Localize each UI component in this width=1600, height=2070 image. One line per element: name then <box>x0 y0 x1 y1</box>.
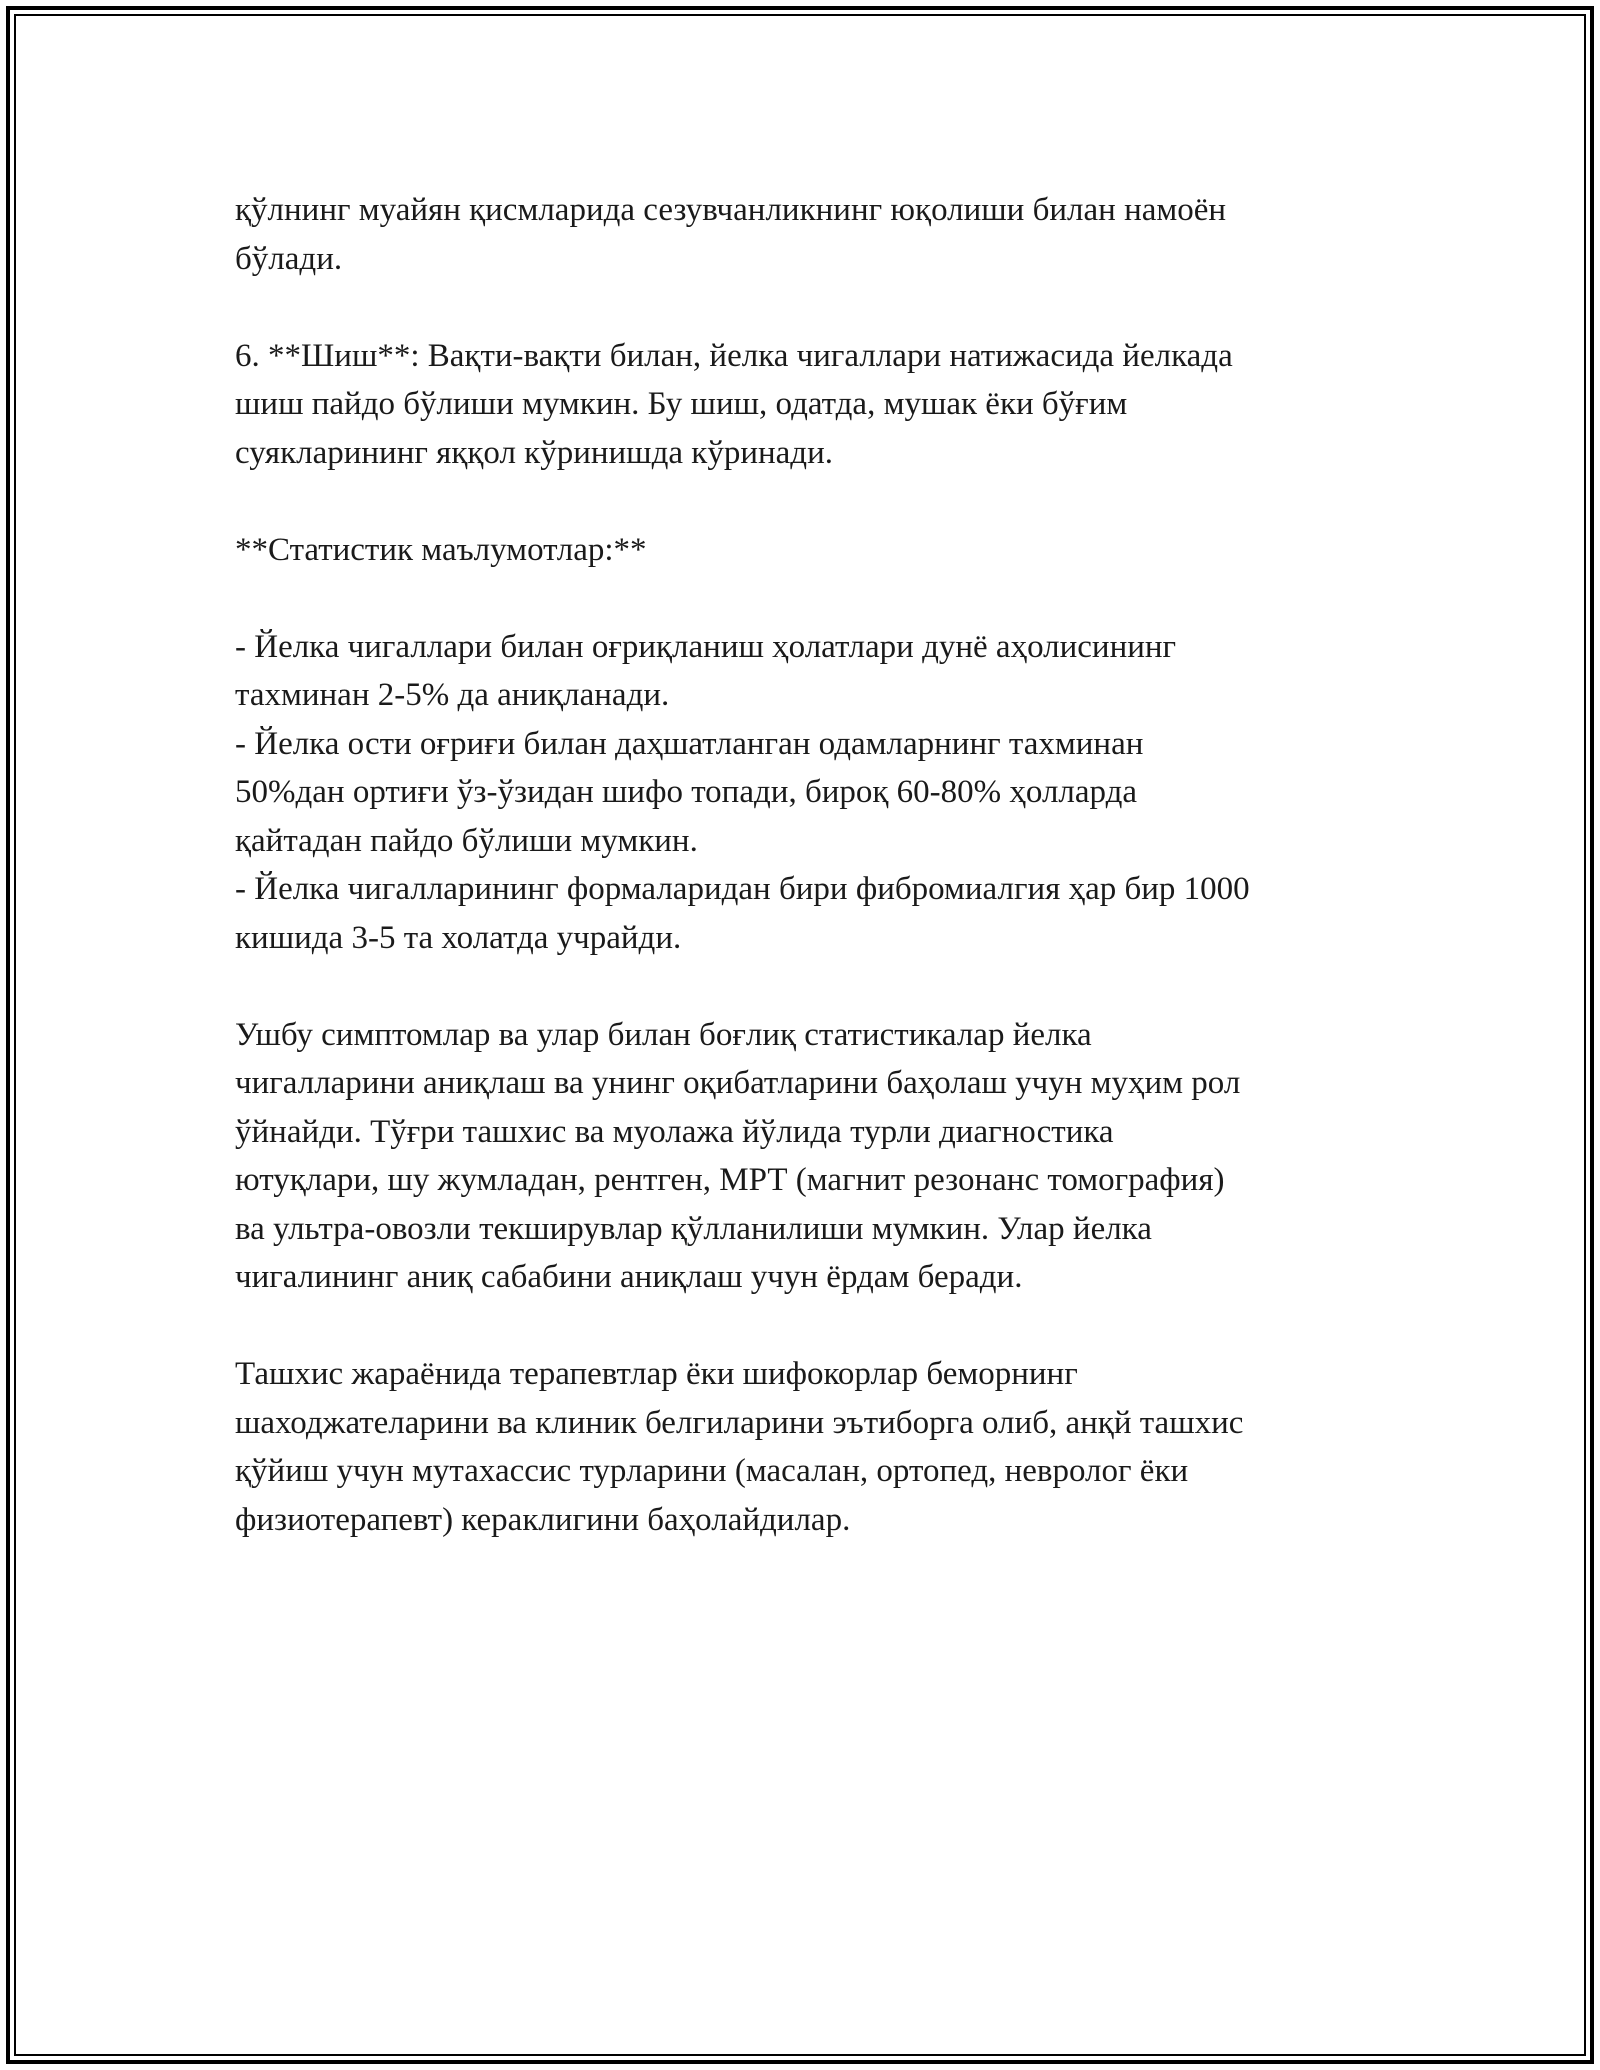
text-line: - Йелка ости оғриғи билан даҳшатланган одамларнинг тахминан <box>235 725 1144 762</box>
text-line: 50%дан ортиғи ўз-ўзидан шифо топади, бироқ 60-80% ҳолларда <box>235 774 1138 810</box>
text-line: чигалларини аниқлаш ва унинг оқибатларини баҳолаш учун муҳим рол <box>235 1065 1241 1101</box>
text-line: 6. **Шиш**: Вақти-вақти билан, йелка чигаллари натижасида йелкада <box>235 337 1233 374</box>
paragraph-gap <box>235 477 1375 526</box>
text-line: физиотерапевт) кераклигини баҳолайдилар. <box>235 1501 851 1538</box>
text-line: шиш пайдо бўлиши мумкин. Бу шиш, одатда, мушак ёки бўғим <box>235 386 1128 422</box>
text-line: тахминан 2-5% да аниқланади. <box>235 677 670 713</box>
text-line: **Статистик маълумотлар:** <box>235 531 647 568</box>
paragraph-gap <box>235 574 1375 623</box>
text-line: кишида 3-5 та холатда учрайди. <box>235 919 682 956</box>
paragraph-gap <box>235 962 1375 1011</box>
text-line: қўйиш учун мутахассис турларини (масалан, ортопед, невролог ёки <box>235 1453 1189 1489</box>
text-line: қайтадан пайдо бўлиши мумкин. <box>235 822 698 859</box>
text-line: суякларининг яққол кўринишда кўринади. <box>235 434 833 471</box>
statistics-heading <box>235 526 1375 575</box>
statistics-list <box>235 623 1375 963</box>
paragraph-gap <box>235 283 1375 332</box>
paragraph-diagnosis-process <box>235 1350 1375 1544</box>
text-line: қўлнинг муайян қисмларида сезувчанликнинг юқолиши билан намоён <box>235 192 1227 228</box>
text-line: ўйнайди. Тўғри ташхис ва муолажа йўлида турли диагностика <box>235 1113 1114 1150</box>
paragraph-swelling <box>235 332 1375 478</box>
text-line: Ушбу симптомлар ва улар билан боғлиқ статистикалар йелка <box>235 1016 1092 1053</box>
paragraph-sensitivity-continuation <box>235 186 1375 283</box>
text-line: ва ультра-овозли текширувлар қўлланилиши мумкин. Улар йелка <box>235 1210 1152 1247</box>
text-line: шаходжателарини ва клиник белгиларини эътиборга олиб, анқй ташхис <box>235 1404 1244 1441</box>
text-line: - Йелка чигалларининг формаларидан бири фибромиалгия ҳар бир 1000 <box>235 871 1250 907</box>
text-line: Ташхис жараёнида терапевтлар ёки шифокорлар беморнинг <box>235 1356 1078 1392</box>
text-line: чигалининг аниқ сабабини аниқлаш учун ёрдам беради. <box>235 1259 1023 1295</box>
text-line: - Йелка чигаллари билан оғриқланиш ҳолатлари дунё аҳолисининг <box>235 628 1177 665</box>
text-line: бўлади. <box>235 240 343 277</box>
paragraph-diagnostics <box>235 1011 1375 1302</box>
text-line: ютуқлари, шу жумладан, рентген, МРТ (магнит резонанс томография) <box>235 1162 1225 1198</box>
paragraph-gap <box>235 1302 1375 1351</box>
document-body <box>235 186 1375 1544</box>
